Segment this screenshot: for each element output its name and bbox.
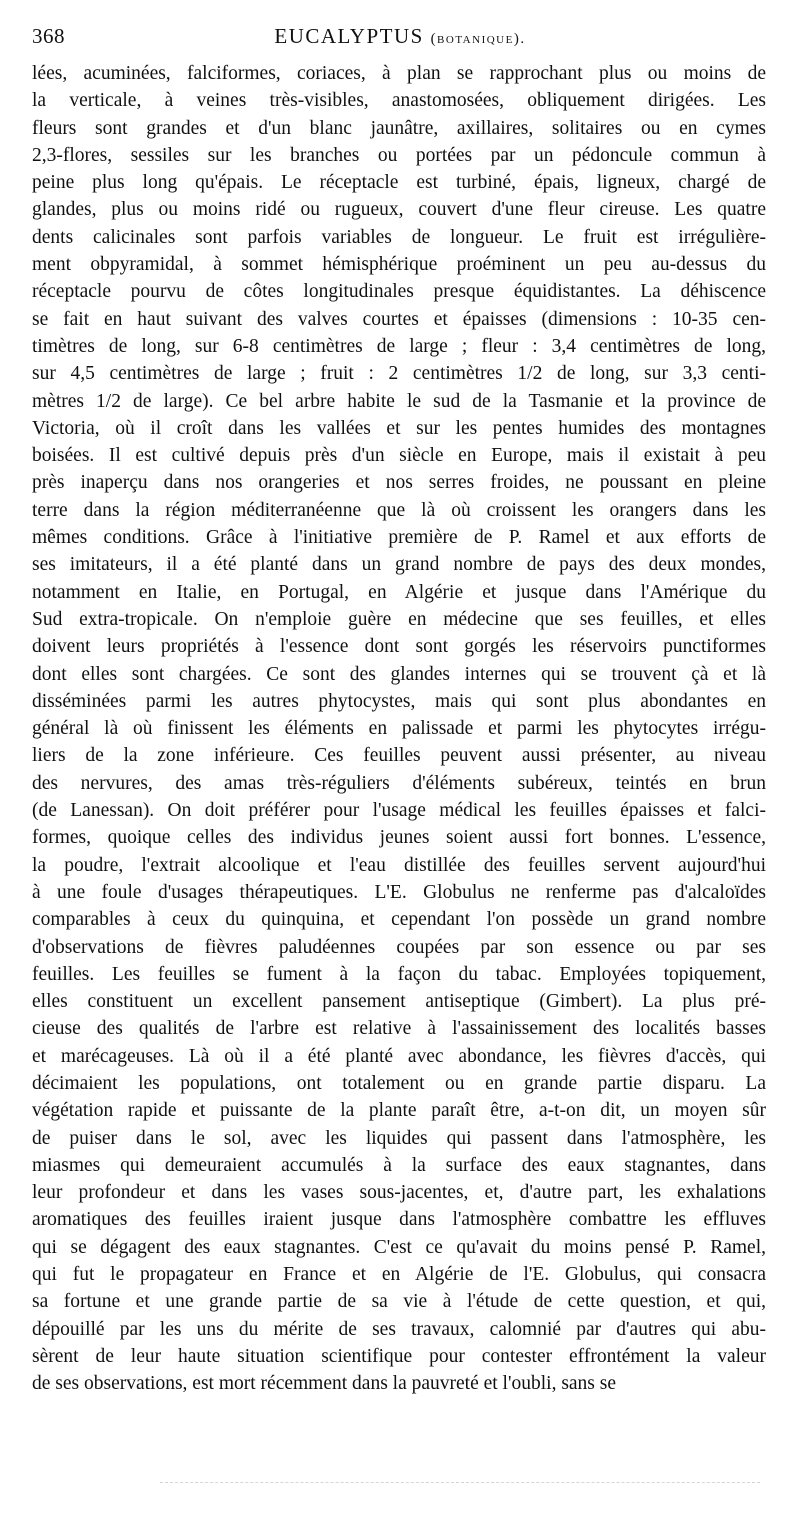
body-text xyxy=(32,60,766,1398)
text-line: Victoria, où il croît dans les vallées et sur les pentes humides des montagnes xyxy=(32,417,766,439)
text-line: décimaient les populations, ont totalement ou en grande partie disparu. La xyxy=(32,1072,766,1094)
running-head-title: EUCALYPTUS xyxy=(274,24,424,48)
text-line: 2,3-flores, sessiles sur les branches ou portées par un pédoncule commun à xyxy=(32,144,766,166)
text-line: dents calicinales sont parfois variables de longueur. Le fruit est irrégulière- xyxy=(32,226,766,248)
text-line: ses imitateurs, il a été planté dans un grand nombre de pays des deux mondes, xyxy=(32,554,766,576)
running-head-subtitle: (botanique). xyxy=(430,31,526,47)
text-line: la poudre, l'extrait alcoolique et l'eau distillée des feuilles servent aujourd'hui xyxy=(32,854,766,876)
text-line: sa fortune et une grande partie de sa vie à l'étude de cette question, et qui, xyxy=(32,1291,766,1313)
text-line: aromatiques des feuilles iraient jusque dans l'atmosphère combattre les effluves xyxy=(32,1209,766,1231)
text-line: peine plus long qu'épais. Le réceptacle est turbiné, épais, ligneux, chargé de xyxy=(32,172,766,194)
text-line: glandes, plus ou moins ridé ou rugueux, couvert d'une fleur cireuse. Les quatre xyxy=(32,199,766,221)
text-line: feuilles. Les feuilles se fument à la façon du tabac. Employées topiquement, xyxy=(32,963,766,985)
text-line: mêmes conditions. Grâce à l'initiative première de P. Ramel et aux efforts de xyxy=(32,527,766,549)
text-line: la verticale, à veines très-visibles, anastomosées, obliquement dirigées. Les xyxy=(32,90,766,112)
text-line: doivent leurs propriétés à l'essence dont sont gorgés les réservoirs punctiformes xyxy=(32,636,766,658)
text-line: Sud extra-tropicale. On n'emploie guère en médecine que ses feuilles, et elles xyxy=(32,608,766,630)
text-line: elles constituent un excellent pansement antiseptique (Gimbert). La plus pré- xyxy=(32,991,766,1013)
text-line: liers de la zone inférieure. Ces feuilles peuvent aussi présenter, au niveau xyxy=(32,745,766,767)
text-line: d'observations de fièvres paludéennes coupées par son essence ou par ses xyxy=(32,936,766,958)
text-line: mètres 1/2 de large). Ce bel arbre habite le sud de la Tasmanie et la province de xyxy=(32,390,766,412)
text-line: comparables à ceux du quinquina, et cependant l'on possède un grand nombre xyxy=(32,909,766,931)
text-line: formes, quoique celles des individus jeunes soient aussi fort bonnes. L'essence, xyxy=(32,827,766,849)
text-line: qui se dégagent des eaux stagnantes. C'est ce qu'avait du moins pensé P. Ramel, xyxy=(32,1236,766,1258)
text-line: sur 4,5 centimètres de large ; fruit : 2 centimètres 1/2 de long, sur 3,3 centi- xyxy=(32,363,766,385)
text-line: qui fut le propagateur en France et en Algérie de l'E. Globulus, qui consacra xyxy=(32,1264,766,1286)
text-line: dépouillé par les uns du mérite de ses travaux, calomnié par d'autres qui abu- xyxy=(32,1318,766,1340)
text-line: dont elles sont chargées. Ce sont des glandes internes qui se trouvent çà et là xyxy=(32,663,766,685)
text-line: près inaperçu dans nos orangeries et nos serres froides, ne poussant en pleine xyxy=(32,472,766,494)
text-line: général là où finissent les éléments en palissade et parmi les phytocytes irrégu- xyxy=(32,718,766,740)
text-line: lées, acuminées, falciformes, coriaces, à plan se rapprochant plus ou moins de xyxy=(32,63,766,84)
text-line: terre dans la région méditerranéenne que là où croissent les orangers dans les xyxy=(32,499,766,521)
text-line: réceptacle pourvu de côtes longitudinales presque équidistantes. La déhiscence xyxy=(32,281,766,303)
text-line: fleurs sont grandes et d'un blanc jaunâtre, axillaires, solitaires ou en cymes xyxy=(32,117,766,139)
text-line: sèrent de leur haute situation scientifique pour contester effrontément la valeur xyxy=(32,1345,766,1367)
text-line: timètres de long, sur 6-8 centimètres de large ; fleur : 3,4 centimètres de long, xyxy=(32,335,766,357)
text-line: des nervures, des amas très-réguliers d'éléments subéreux, teintés en brun xyxy=(32,772,766,794)
page-number: 368 xyxy=(32,24,65,48)
text-line: notamment en Italie, en Portugal, en Algérie et jusque dans l'Amérique du xyxy=(32,581,766,603)
text-line: boisées. Il est cultivé depuis près d'un siècle en Europe, mais il existait à peu xyxy=(32,445,766,467)
footer-rule xyxy=(160,1482,760,1483)
running-head xyxy=(0,24,800,49)
text-line: se fait en haut suivant des valves courtes et épaisses (dimensions : 10-35 cen- xyxy=(32,308,766,330)
text-line: cieuse des qualités de l'arbre est relative à l'assainissement des localités basses xyxy=(32,1018,766,1040)
text-line: de ses observations, est mort récemment dans la pauvreté et l'oubli, sans se xyxy=(32,1373,617,1395)
text-line: miasmes qui demeuraient accumulés à la surface des eaux stagnantes, dans xyxy=(32,1154,766,1176)
text-line: disséminées parmi les autres phytocystes, mais qui sont plus abondantes en xyxy=(32,690,766,712)
text-line: de puiser dans le sol, avec les liquides qui passent dans l'atmosphère, les xyxy=(32,1127,766,1149)
text-line: ment obpyramidal, à sommet hémisphérique proéminent un peu au-dessus du xyxy=(32,254,766,276)
text-line: leur profondeur et dans les vases sous-jacentes, et, d'autre part, les exhalations xyxy=(32,1182,766,1204)
text-line: (de Lanessan). On doit préférer pour l'usage médical les feuilles épaisses et falci- xyxy=(32,800,766,822)
text-line: à une foule d'usages thérapeutiques. L'E. Globulus ne renferme pas d'alcaloïdes xyxy=(32,881,766,903)
text-line: végétation rapide et puissante de la plante paraît être, a-t-on dit, un moyen sûr xyxy=(32,1100,766,1122)
text-line: et marécageuses. Là où il a été planté avec abondance, les fièvres d'accès, qui xyxy=(32,1045,766,1067)
